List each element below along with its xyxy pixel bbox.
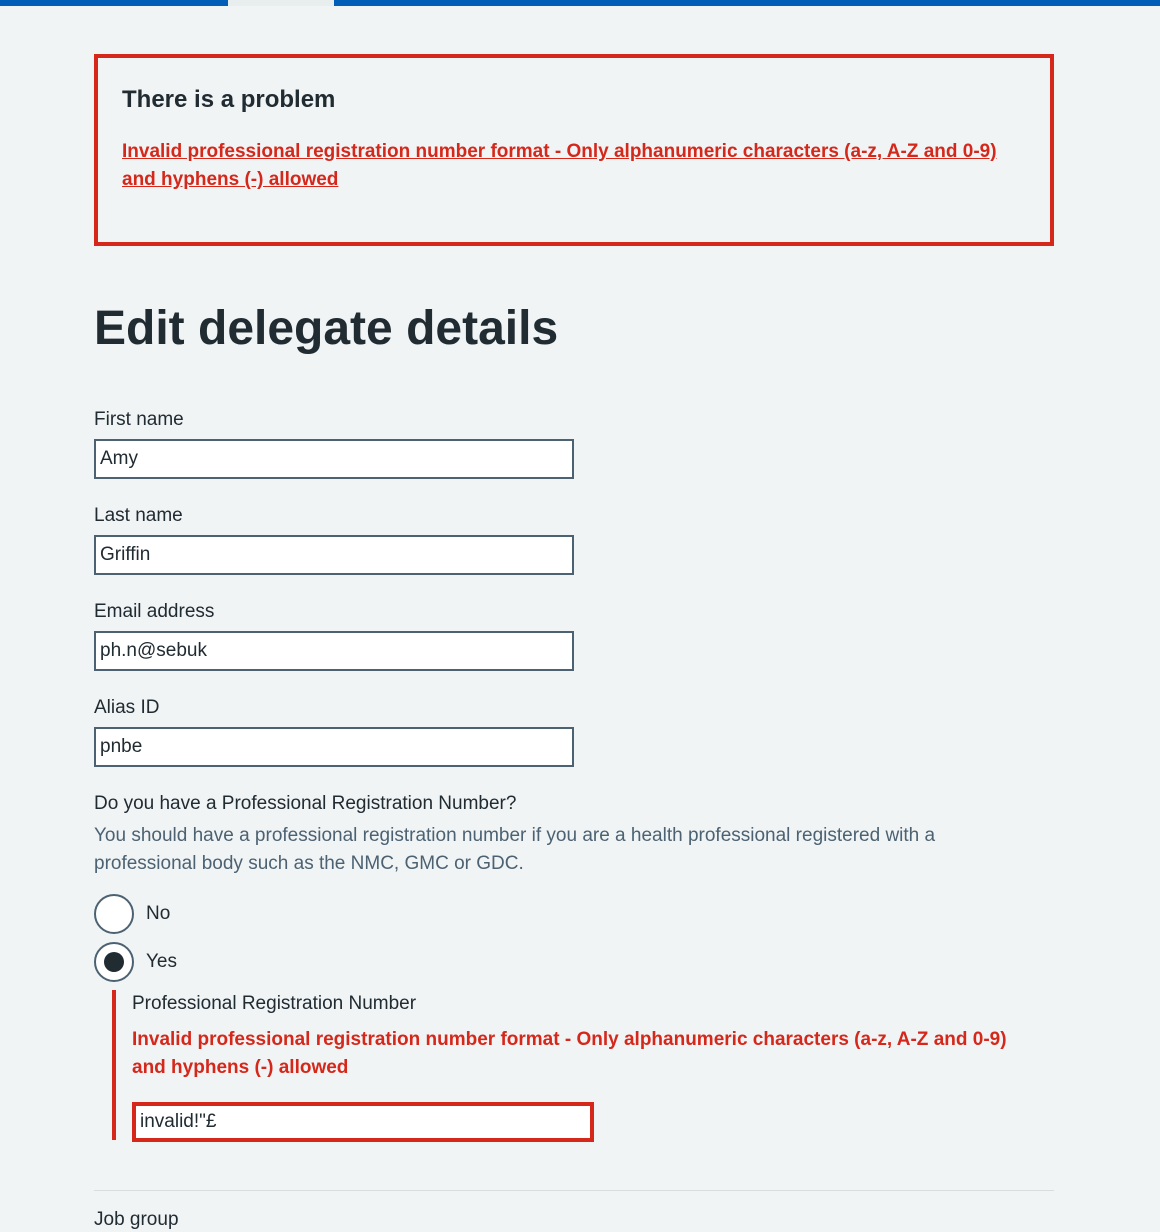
prn-question: [94, 792, 1054, 878]
radio-no-label[interactable]: No: [146, 903, 171, 924]
prn-conditional: [112, 990, 1052, 1140]
header-nav-tab[interactable]: [228, 0, 334, 6]
prn-error-message: Invalid professional registration number format - Only alphanumeric characters (a-z, A-Z and 0-9) and hyphens (-) allowed: [132, 1029, 1007, 1078]
header-bar: [0, 0, 1160, 6]
prn-question-legend: Do you have a Professional Registration Number?: [94, 793, 517, 814]
first-name-group: [94, 408, 574, 479]
prn-input[interactable]: invalid!"£: [132, 1102, 594, 1142]
prn-label: Professional Registration Number: [132, 993, 417, 1014]
radio-no-circle[interactable]: [94, 894, 134, 934]
email-group: [94, 600, 574, 671]
job-group-label: Job group: [94, 1209, 179, 1230]
last-name-input[interactable]: Griffin: [94, 535, 574, 575]
radio-no[interactable]: [94, 894, 170, 934]
radio-selected-dot: [104, 952, 124, 972]
email-label: Email address: [94, 601, 215, 622]
error-summary: [94, 54, 1054, 246]
error-summary-link[interactable]: Invalid professional registration number format - Only alphanumeric characters (a-z, A-Z and 0-9) and hyphens (-) allowed: [122, 141, 997, 190]
email-input[interactable]: ph.n@sebuk: [94, 631, 574, 671]
first-name-label: First name: [94, 409, 184, 430]
last-name-label: Last name: [94, 505, 183, 526]
prn-question-hint: You should have a professional registration number if you are a health professional registered with a professional body such as the NMC, GMC or GDC.: [94, 825, 936, 874]
radio-yes[interactable]: [94, 942, 177, 982]
alias-id-label: Alias ID: [94, 697, 160, 718]
radio-yes-label[interactable]: Yes: [146, 951, 177, 972]
radio-yes-circle[interactable]: [94, 942, 134, 982]
error-summary-title: There is a problem: [122, 86, 336, 113]
alias-id-group: [94, 696, 574, 767]
last-name-group: [94, 504, 574, 575]
alias-id-input[interactable]: pnbe: [94, 727, 574, 767]
section-divider: [94, 1190, 1054, 1191]
page-title: Edit delegate details: [94, 302, 559, 355]
first-name-input[interactable]: Amy: [94, 439, 574, 479]
